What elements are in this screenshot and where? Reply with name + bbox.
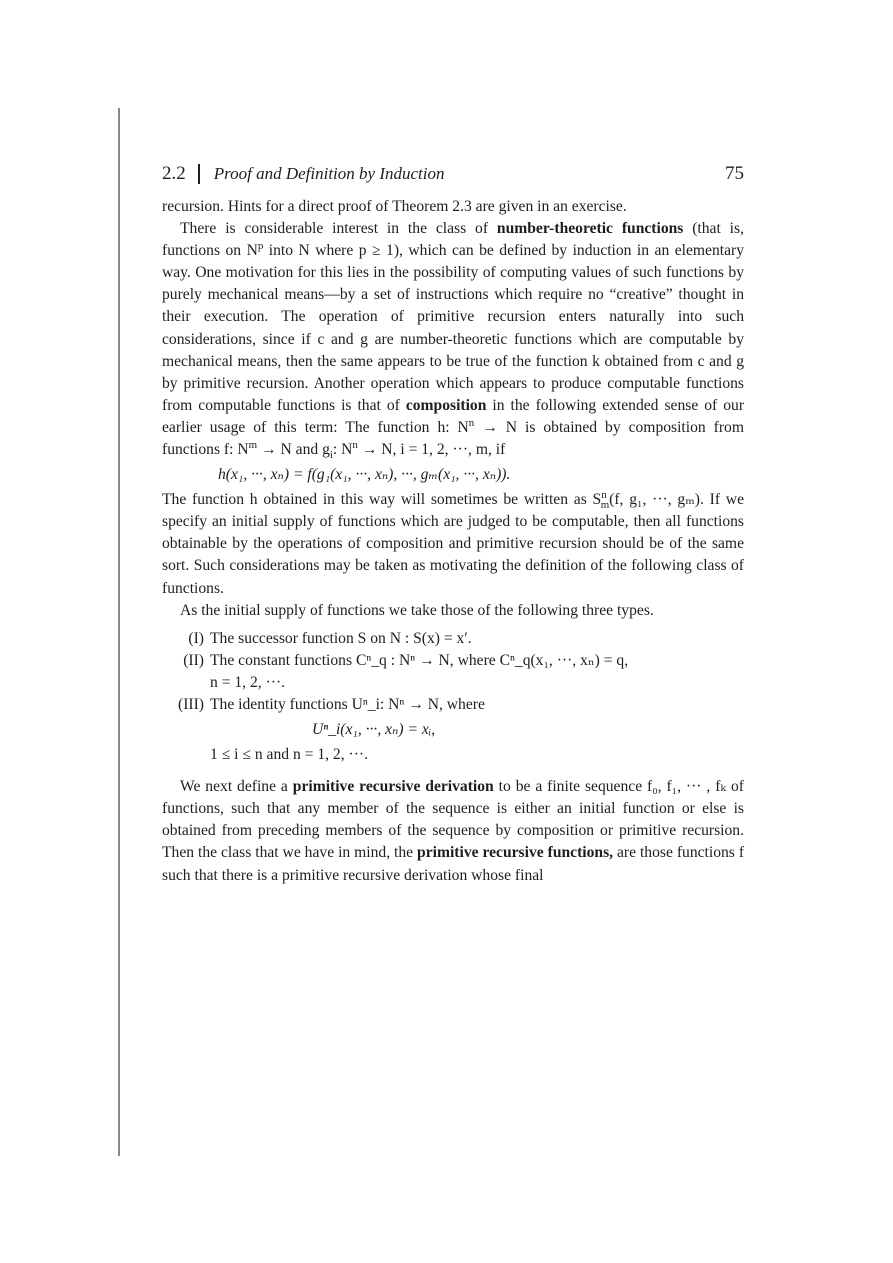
list-item xyxy=(162,694,744,716)
equation-identity: Uⁿ_i(x₁, ···, xₙ) = xᵢ, xyxy=(312,721,436,739)
header-divider xyxy=(198,164,200,184)
term-primitive-recursive-functions: primitive recursive functions, xyxy=(417,844,614,862)
term-primitive-recursive-derivation: primitive recursive derivation xyxy=(292,778,494,796)
initial-functions-list xyxy=(162,628,744,766)
text-run: We next define a xyxy=(180,778,288,796)
text-run: (that is, functions on N xyxy=(162,220,744,260)
running-header xyxy=(162,162,744,186)
list-item xyxy=(162,628,744,650)
text-run: The function h obtained in this way will sometimes be written as S xyxy=(162,491,602,509)
text-run: in the following extended sense of our earlier usage of this term: The function h: N xyxy=(162,396,745,436)
text-run: → N and g xyxy=(261,441,330,459)
term-number-theoretic-functions: number-theoretic functions xyxy=(496,220,684,238)
section-number: 2.2 xyxy=(162,163,186,184)
text-run: → N is obtained by composition from functions f: N xyxy=(162,418,744,459)
list-label: (II) xyxy=(183,651,204,669)
paragraph-1: recursion. Hints for a direct proof of Theorem 2.3 are given in an exercise. xyxy=(162,198,627,215)
paragraph-5 xyxy=(162,776,744,886)
list-item xyxy=(162,650,744,672)
chapter-title: Proof and Definition by Induction xyxy=(213,164,445,183)
text-run: → N, i = 1, 2, ···, m, if xyxy=(361,441,506,459)
text-run: into N where p ≥ 1), which can be defined by induction in an elementary way. One motivation for this lies in the possibility of computing values of such functions by purely mechanical means—by a set of instructions which require no “creative” thought in their execution. The operation of primitive recursion enters naturally into such considerations, since if c and g are number-theoretic functions which are computable by mechanical means, then the same appears to be true of the function k obtained from c and g by primitive recursion. Another operation which appears to produce computable functions from computable functions is that of xyxy=(162,242,744,414)
text-run: are those functions f such that there is a primitive recursive derivation whose final xyxy=(162,844,745,884)
identity-condition: 1 ≤ i ≤ n and n = 1, 2, ···. xyxy=(210,746,369,764)
list-continuation: n = 1, 2, ···. xyxy=(210,673,286,691)
text-run: There is considerable interest in the class of xyxy=(180,220,489,238)
page-body xyxy=(162,162,744,887)
page-number: 75 xyxy=(725,163,744,184)
list-label: (I) xyxy=(188,629,204,647)
list-text: The successor function S on N : S(x) = x′. xyxy=(210,629,472,647)
page-spine-line xyxy=(118,108,120,1156)
list-text: The constant functions Cⁿ_q : Nⁿ → N, where Cⁿ_q(x₁, ···, xₙ) = q, xyxy=(210,651,629,669)
equation-composition: h(x₁, ···, xₙ) = f(g₁(x₁, ···, xₙ), ···, gₘ(x₁, ···, xₙ)). xyxy=(218,466,511,484)
text-run: (f, g₁, ···, gₘ). If we specify an initial supply of functions which are judged to be computable, then all functions obtainable by the operations of composition and primitive recursion should be of the same sort. Such considerations may be taken as motivating the definition of the following class of functions. xyxy=(162,491,744,597)
text-run: to be a finite sequence f₀, f₁, ··· , fₖ of functions, such that any member of the sequence is either an initial function or else is obtained from preceding members of the sequence by composition or primitive recursion. Then the class that we have in mind, the xyxy=(162,778,744,862)
term-composition: composition xyxy=(405,396,487,414)
list-text: The identity functions Uⁿ_i: Nⁿ → N, where xyxy=(210,695,485,713)
paragraph-3: The function h obtained in this way will sometimes be written as $S^n_m(f$, g₁, ···, gₘ). If we specify an initial supply of functions which are judged to be computable, then all functions obtainable by the operations of composition and primitive recursion should be of the same sort. Such considerations may be taken as motivating the definition of the following class of functions. xyxy=(162,488,744,597)
list-label: (III) xyxy=(178,695,204,713)
text-run: : N xyxy=(332,441,353,459)
paragraph-4: As the initial supply of functions we take those of the following three types. xyxy=(180,601,654,619)
paragraph-2: There is considerable interest in the class of number-theoretic functions (that is, functions on $N^p$ into N where p ≥ 1), which can be defined by induction in an elementary way. One motivation for this lies in the possibility of computing values of such functions by purely mechanical means—by a set of instructions which require no “creative” thought in their execution. The operation of primitive recursion enters naturally into such considerations, since if c and g are number-theoretic functions which are computable by mechanical means, then the same appears to be true of the function k obtained from c and g by primitive recursion. Another operation which appears to produce computable functions from computable functions is that of composition in the following extended sense of our earlier usage of this term: The function h: $N^n \to N$ is obtained by composition from functions f: $N^m \to N$ and $g_i$: $N^n \to N$, i = 1, 2, ···, m, if xyxy=(162,220,745,462)
